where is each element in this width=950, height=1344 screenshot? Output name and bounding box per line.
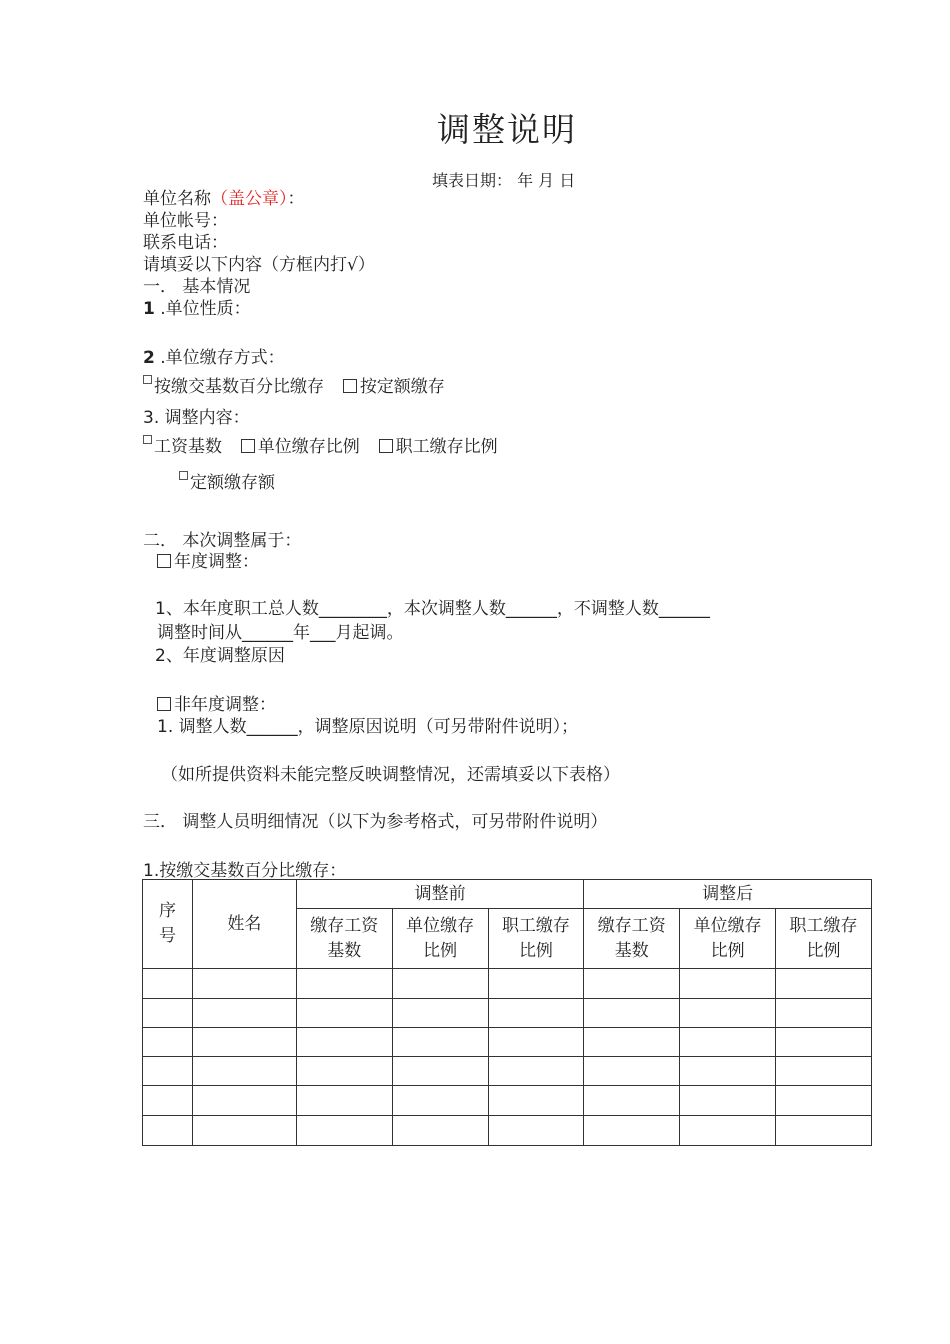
item-1-text: .单位性质： [154, 299, 251, 319]
table-cell[interactable] [776, 1057, 872, 1086]
table-cell[interactable] [392, 1028, 488, 1057]
unit-name-line [143, 188, 305, 210]
item-3: 3. 调整内容： [143, 408, 250, 428]
section-2-heading: 二． 本次调整属于： [143, 531, 302, 551]
table-cell[interactable] [143, 1086, 193, 1116]
annual-line-1: 1、本年度职工总人数________，本次调整人数______，不调整人数______ [155, 599, 710, 619]
table-cell[interactable] [392, 1086, 488, 1116]
section-1-heading: 一． 基本情况 [143, 277, 251, 297]
table-cell[interactable] [192, 1116, 296, 1146]
table-cell[interactable] [192, 1028, 296, 1057]
table-cell[interactable] [680, 1116, 776, 1146]
table-cell[interactable] [296, 1057, 392, 1086]
table-cell[interactable] [776, 1116, 872, 1146]
annual-reason: 2、年度调整原因 [155, 646, 285, 666]
adjust-content-options [143, 435, 498, 458]
item-2-number: 2 [143, 348, 155, 368]
checkbox-emp-ratio[interactable] [379, 439, 393, 453]
item-2 [143, 347, 285, 369]
table-cell[interactable] [192, 1057, 296, 1086]
table-row [143, 1028, 872, 1057]
annual-adjust-option [157, 551, 259, 573]
table-cell[interactable] [488, 1028, 584, 1057]
non-annual-adjust-option [157, 694, 276, 716]
table-cell[interactable] [584, 999, 680, 1028]
checkbox-wage-base[interactable] [143, 435, 152, 444]
checkbox-percent[interactable] [143, 375, 152, 384]
table-cell[interactable] [680, 1057, 776, 1086]
table-row [143, 1116, 872, 1146]
table-cell[interactable] [680, 1028, 776, 1057]
table-cell[interactable] [776, 1086, 872, 1116]
page-title: 调整说明 [437, 110, 577, 149]
table-row [143, 999, 872, 1028]
table-cell[interactable] [584, 969, 680, 999]
header-after: 调整后 [584, 880, 872, 909]
checkbox-fixed[interactable] [343, 379, 357, 393]
table-cell[interactable] [584, 1028, 680, 1057]
table-cell[interactable] [296, 1028, 392, 1057]
table-cell[interactable] [392, 999, 488, 1028]
header-seq: 序号 [143, 880, 193, 969]
table-cell[interactable] [392, 1116, 488, 1146]
option-unit-ratio-label: 单位缴存比例 [257, 437, 360, 457]
header-before-emp-ratio: 职工缴存比例 [488, 909, 584, 969]
table-cell[interactable] [488, 1086, 584, 1116]
header-name: 姓名 [192, 880, 296, 969]
table-cell[interactable] [488, 969, 584, 999]
table-cell[interactable] [143, 1028, 193, 1057]
option-fixed-amount-label: 定额缴存额 [190, 473, 275, 493]
table-cell[interactable] [584, 1116, 680, 1146]
annual-adjust-label: 年度调整： [174, 552, 259, 572]
table-cell[interactable] [584, 1057, 680, 1086]
table-row [143, 1057, 872, 1086]
table-cell[interactable] [584, 1086, 680, 1116]
fill-date: 填表日期： 年 月 日 [432, 171, 576, 190]
checkbox-annual[interactable] [157, 554, 171, 568]
table-cell[interactable] [488, 1116, 584, 1146]
table-cell[interactable] [143, 969, 193, 999]
header-after-unit-ratio: 单位缴存比例 [680, 909, 776, 969]
table-cell[interactable] [192, 969, 296, 999]
checkbox-fixed-amount[interactable] [179, 471, 188, 480]
unit-account: 单位帐号： [143, 211, 228, 231]
table-cell[interactable] [776, 969, 872, 999]
table-cell[interactable] [392, 969, 488, 999]
payment-method-options [143, 375, 445, 398]
checkbox-unit-ratio[interactable] [241, 439, 255, 453]
header-after-emp-ratio: 职工缴存比例 [776, 909, 872, 969]
header-before: 调整前 [296, 880, 584, 909]
item-1-number: 1 [143, 299, 155, 319]
item-2-text: .单位缴存方式： [154, 348, 285, 368]
table-caption: 1.按缴交基数百分比缴存： [143, 861, 347, 881]
unit-name-seal: （盖公章） [211, 189, 288, 209]
table-cell[interactable] [680, 1086, 776, 1116]
table-cell[interactable] [143, 1116, 193, 1146]
contact-phone: 联系电话： [143, 233, 228, 253]
header-after-wage-base: 缴存工资基数 [584, 909, 680, 969]
table-cell[interactable] [488, 1057, 584, 1086]
section-3-heading: 三． 调整人员明细情况（以下为参考格式，可另带附件说明） [143, 812, 608, 832]
adjustment-details-table [142, 879, 872, 1146]
table-cell[interactable] [680, 999, 776, 1028]
option-emp-ratio-label: 职工缴存比例 [395, 437, 498, 457]
table-cell[interactable] [392, 1057, 488, 1086]
option-wage-base-label: 工资基数 [154, 437, 222, 457]
non-annual-line-1: 1. 调整人数______，调整原因说明（可另带附件说明）； [157, 717, 579, 737]
table-cell[interactable] [192, 999, 296, 1028]
fixed-amount-option [179, 471, 275, 494]
header-before-unit-ratio: 单位缴存比例 [392, 909, 488, 969]
table-cell[interactable] [680, 969, 776, 999]
table-row [143, 969, 872, 999]
checkbox-non-annual[interactable] [157, 697, 171, 711]
table-cell[interactable] [296, 969, 392, 999]
table-cell[interactable] [776, 1028, 872, 1057]
table-cell[interactable] [296, 1116, 392, 1146]
instruction: 请填妥以下内容（方框内打√） [143, 255, 375, 275]
unit-name-colon: ： [287, 189, 305, 209]
item-1 [143, 298, 251, 320]
table-cell[interactable] [143, 999, 193, 1028]
table-cell[interactable] [776, 999, 872, 1028]
option-fixed-label: 按定额缴存 [359, 377, 445, 397]
table-cell[interactable] [296, 1086, 392, 1116]
table-cell[interactable] [143, 1057, 193, 1086]
table-cell[interactable] [192, 1086, 296, 1116]
table-row [143, 1086, 872, 1116]
option-percent-label: 按缴交基数百分比缴存 [154, 377, 324, 397]
annual-line-2: 调整时间从______年___月起调。 [157, 623, 404, 643]
table-cell[interactable] [296, 999, 392, 1028]
note: （如所提供资料未能完整反映调整情况，还需填妥以下表格） [161, 765, 620, 785]
header-before-wage-base: 缴存工资基数 [296, 909, 392, 969]
non-annual-adjust-label: 非年度调整： [174, 695, 276, 715]
unit-name-label: 单位名称 [143, 189, 211, 209]
table-cell[interactable] [488, 999, 584, 1028]
